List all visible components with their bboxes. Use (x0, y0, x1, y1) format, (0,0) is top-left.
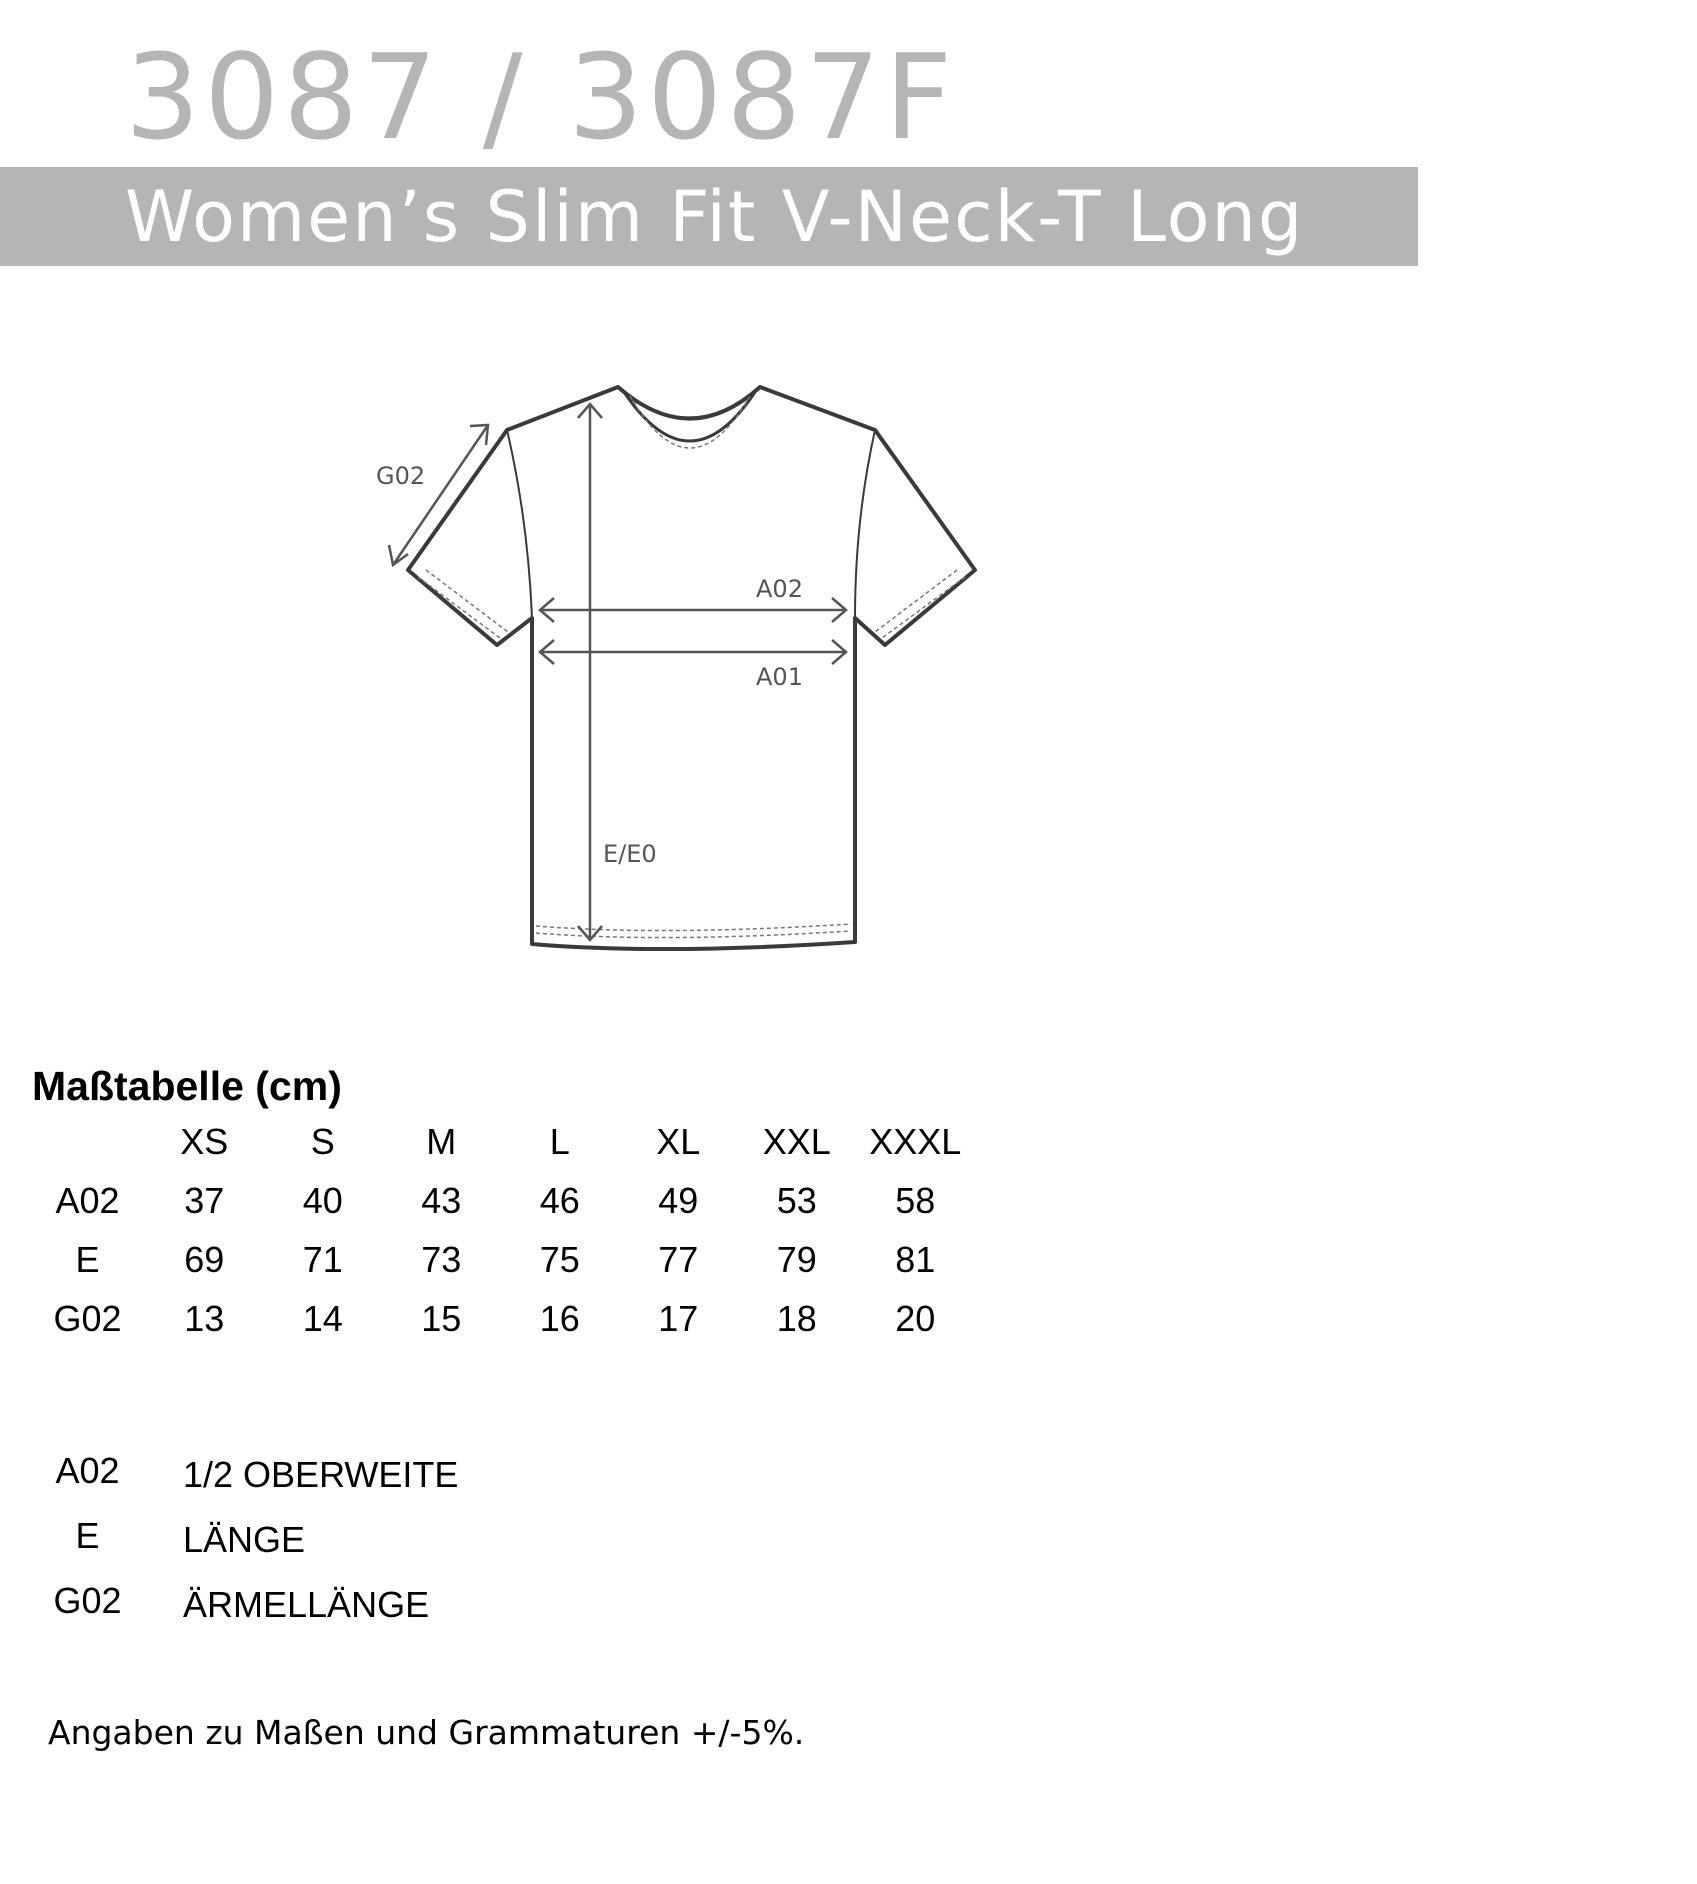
legend-description: ÄRMELLÄNGE (183, 1584, 430, 1625)
legend-item (30, 1448, 458, 1513)
legend-item (30, 1578, 458, 1643)
label-a02: A02 (756, 575, 803, 603)
table-row (30, 1171, 975, 1230)
size-header: XXXL (869, 1120, 962, 1162)
table-cell: 13 (184, 1297, 225, 1339)
title-banner (0, 167, 1418, 266)
size-table-heading: Maßtabelle (cm) (32, 1063, 342, 1109)
table-cell: 43 (421, 1179, 462, 1221)
table-cell: 15 (421, 1297, 462, 1339)
table-cell: 16 (539, 1297, 580, 1339)
size-header: XXL (762, 1120, 831, 1162)
table-row (30, 1230, 975, 1289)
tshirt-outline-icon (360, 370, 1000, 970)
table-cell: 79 (776, 1238, 817, 1280)
row-code: G02 (53, 1297, 122, 1339)
legend-description: 1/2 OBERWEITE (183, 1454, 459, 1495)
table-cell: 17 (658, 1297, 699, 1339)
row-code: A02 (55, 1179, 120, 1221)
table-cell: 40 (302, 1179, 343, 1221)
size-header-row (30, 1112, 975, 1171)
table-cell: 73 (421, 1238, 462, 1280)
row-code: E (75, 1238, 100, 1280)
table-row (30, 1289, 975, 1348)
table-cell: 77 (658, 1238, 699, 1280)
size-table (30, 1112, 975, 1348)
model-number: 3087 / 3087F (125, 28, 957, 166)
legend-code: E (75, 1515, 100, 1556)
size-header: XS (180, 1120, 229, 1162)
table-cell: 49 (658, 1179, 699, 1221)
legend-item (30, 1513, 458, 1578)
size-header: XL (656, 1120, 701, 1162)
label-a01: A01 (756, 663, 803, 691)
measurement-legend (30, 1448, 458, 1643)
legend-code: A02 (55, 1450, 120, 1491)
table-cell: 18 (776, 1297, 817, 1339)
size-header: M (426, 1120, 457, 1162)
tshirt-measurement-diagram (360, 370, 1000, 970)
label-g02: G02 (376, 462, 426, 490)
table-cell: 46 (539, 1179, 580, 1221)
table-cell: 14 (302, 1297, 343, 1339)
table-cell: 53 (776, 1179, 817, 1221)
table-cell: 37 (184, 1179, 225, 1221)
table-cell: 71 (302, 1238, 343, 1280)
table-cell: 69 (184, 1238, 225, 1280)
size-header: S (310, 1120, 335, 1162)
legend-code: G02 (53, 1580, 122, 1621)
label-length: E/E0 (603, 840, 657, 868)
product-title: Women’s Slim Fit V-Neck-T Long (125, 176, 1305, 258)
tolerance-footnote: Angaben zu Maßen und Grammaturen +/-5%. (48, 1713, 805, 1752)
table-cell: 20 (895, 1297, 936, 1339)
table-cell: 75 (539, 1238, 580, 1280)
size-header: L (549, 1120, 570, 1162)
table-cell: 81 (895, 1238, 936, 1280)
legend-description: LÄNGE (183, 1519, 306, 1560)
table-cell: 58 (895, 1179, 936, 1221)
